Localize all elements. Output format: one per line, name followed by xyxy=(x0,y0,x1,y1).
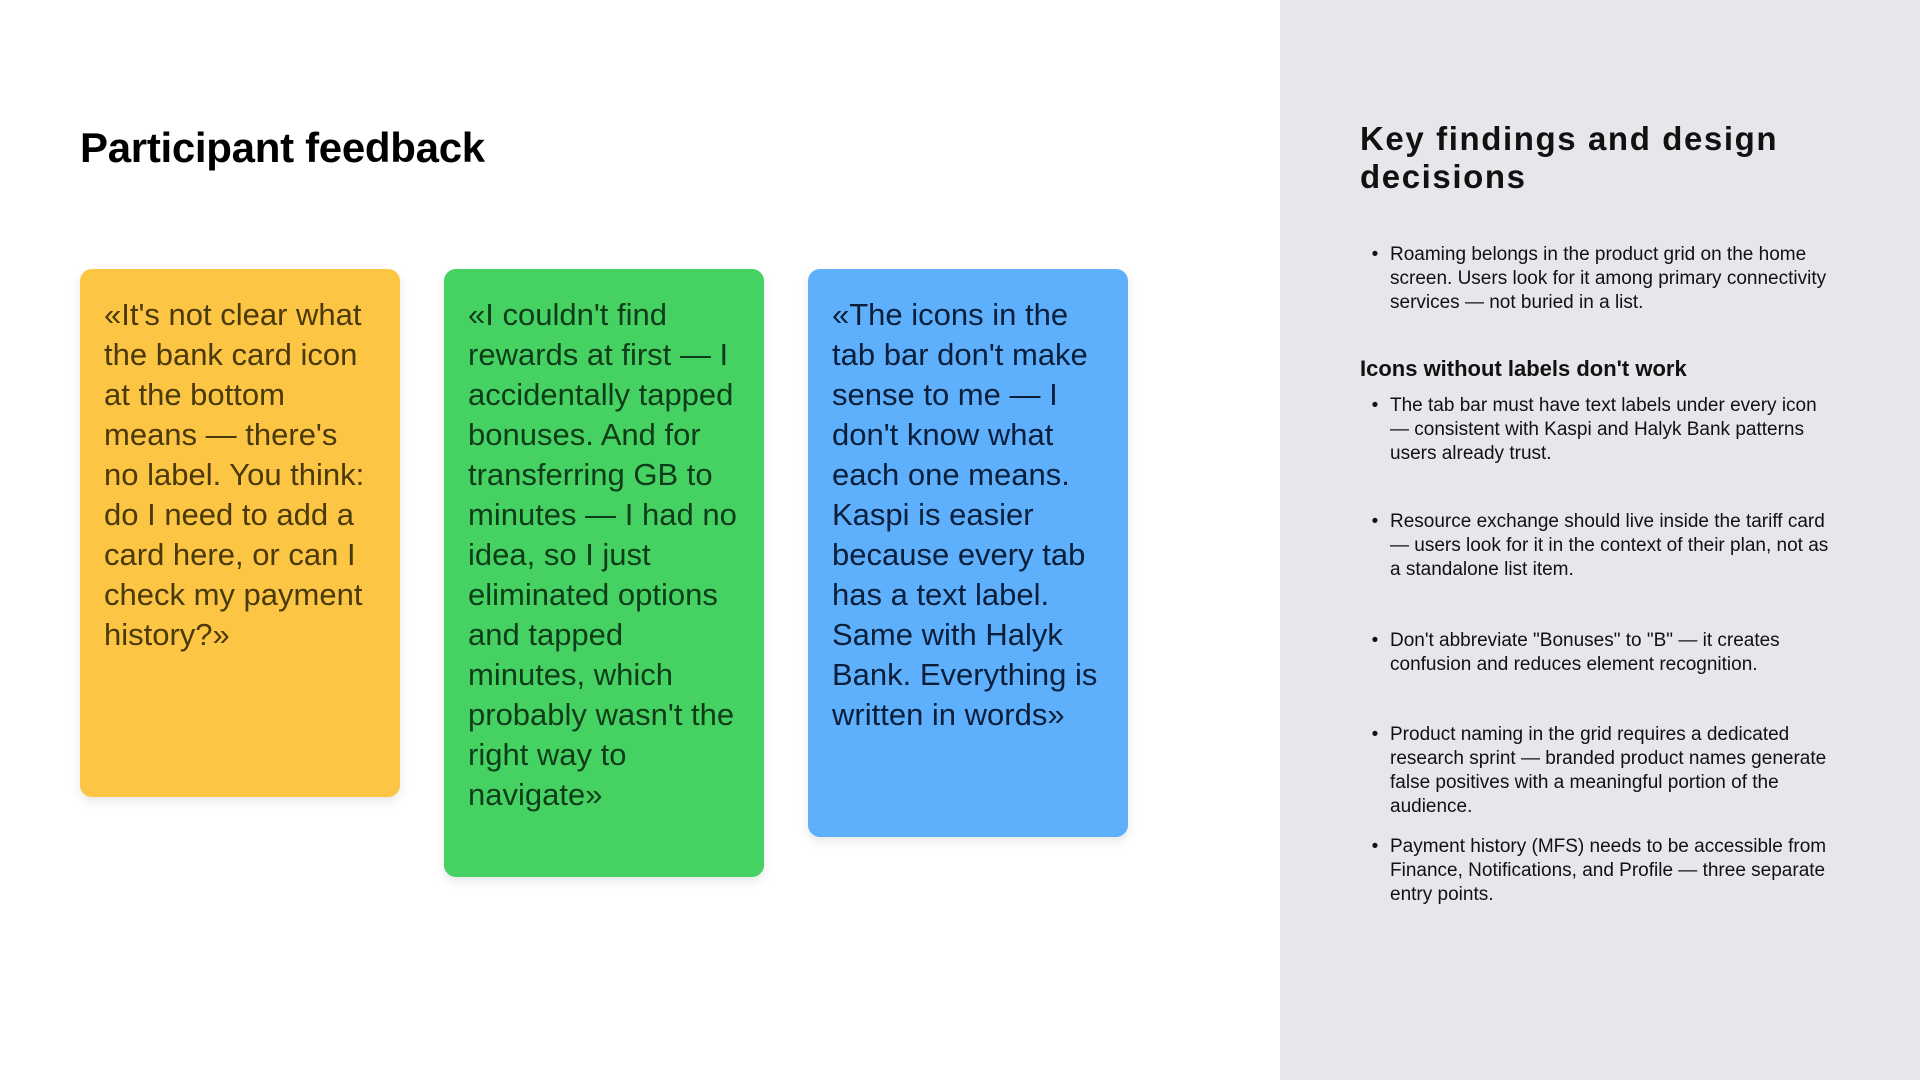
quote-text: «I couldn't find rewards at first — I accidentally tapped bonuses. And for transferring GB to minutes — I had no idea, so I just eliminated options and tapped minutes, which probably wasn't the right way to navigate» xyxy=(468,297,737,812)
quote-card-1 xyxy=(80,269,400,797)
quote-card-2 xyxy=(444,269,764,877)
bullet-icon: • xyxy=(1371,836,1379,857)
finding-item xyxy=(1360,243,1840,315)
finding-text: The tab bar must have text labels under every icon — consistent with Kaspi and Halyk Bank patterns users already trust. xyxy=(1390,395,1817,464)
bullet-icon: • xyxy=(1371,511,1379,532)
quote-card-3 xyxy=(808,269,1128,837)
bullet-icon: • xyxy=(1371,724,1379,745)
quote-text: «The icons in the tab bar don't make sense to me — I don't know what each one means. Kaspi is easier because every tab has a text label. Same with Halyk Bank. Everything is written in words» xyxy=(832,297,1098,732)
finding-item xyxy=(1360,723,1840,819)
finding-text: Don't abbreviate "Bonuses" to "B" — it creates confusion and reduces element recognition. xyxy=(1390,630,1780,675)
bullet-icon: • xyxy=(1371,244,1379,265)
finding-text: Resource exchange should live inside the tariff card — users look for it in the context of their plan, not as a standalone list item. xyxy=(1390,511,1829,580)
finding-item xyxy=(1360,394,1840,466)
finding-item xyxy=(1360,835,1840,907)
quote-text: «It's not clear what the bank card icon at the bottom means — there's no label. You think: do I need to add a card here, or can I check my payment history?» xyxy=(104,297,365,652)
finding-text: Roaming belongs in the product grid on the home screen. Users look for it among primary connectivity services — not buried in a list. xyxy=(1390,244,1827,313)
page-title: Participant feedback xyxy=(80,124,485,171)
findings-subheading: Icons without labels don't work xyxy=(1360,356,1687,381)
bullet-icon: • xyxy=(1371,630,1379,651)
findings-panel xyxy=(1280,0,1920,1080)
finding-item xyxy=(1360,510,1840,582)
findings-title: Key findings and design decisions xyxy=(1360,120,1779,195)
bullet-icon: • xyxy=(1371,395,1379,416)
finding-text: Product naming in the grid requires a dedicated research sprint — branded product names generate false positives with a meaningful portion of the audience. xyxy=(1390,724,1827,817)
finding-text: Payment history (MFS) needs to be accessible from Finance, Notifications, and Profile — three separate entry points. xyxy=(1390,836,1827,905)
finding-item xyxy=(1360,629,1840,677)
